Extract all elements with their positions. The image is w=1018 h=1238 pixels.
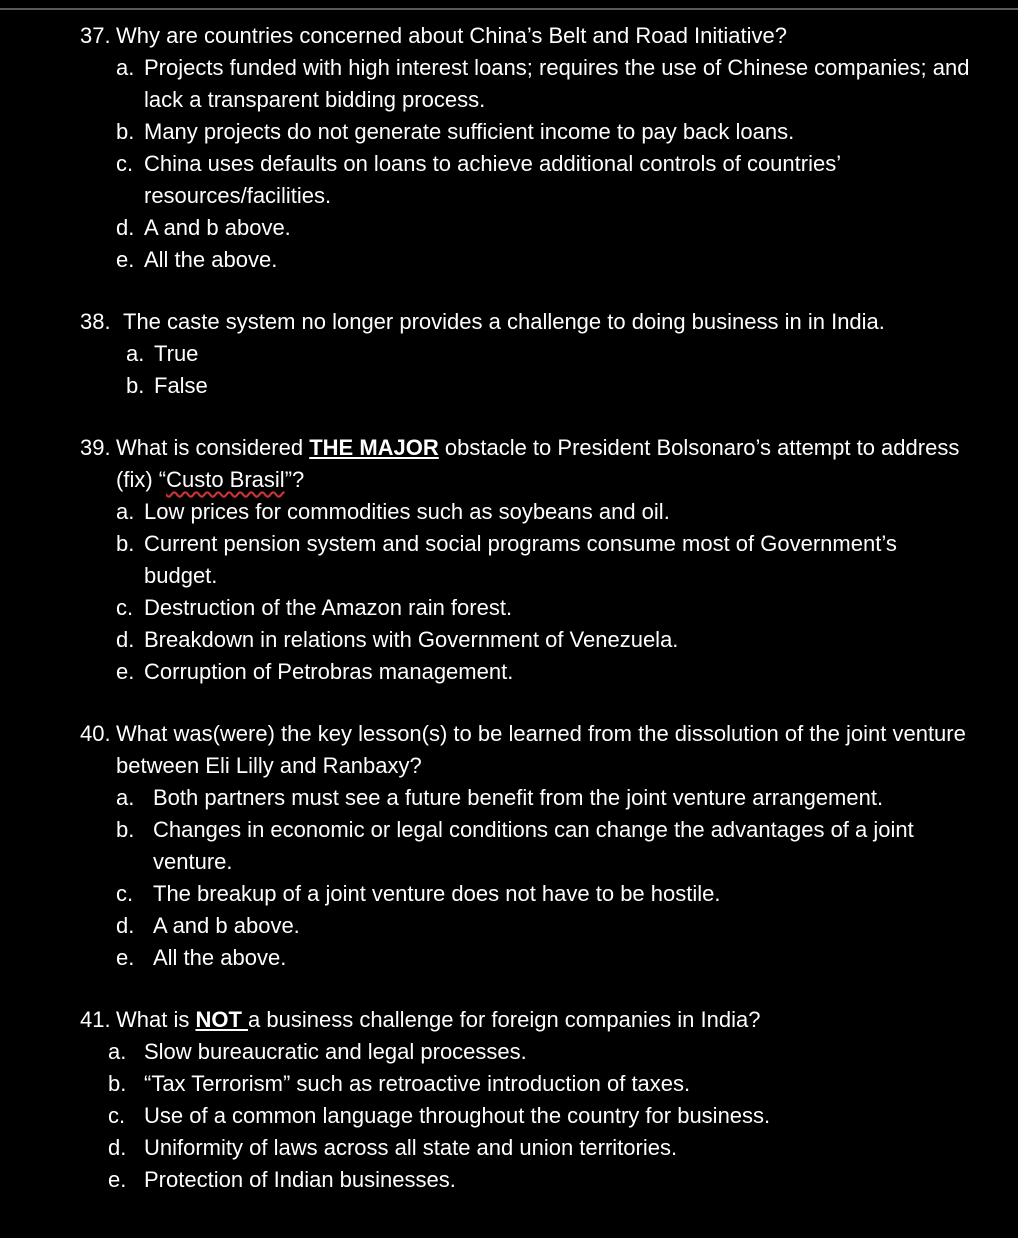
option-d	[116, 910, 1000, 942]
option-b	[116, 814, 996, 878]
prompt-text: ”?	[284, 467, 305, 492]
option-label: d.	[116, 627, 135, 652]
option-a	[116, 52, 1006, 116]
option-b	[116, 528, 976, 592]
question-number: 38.	[80, 309, 111, 334]
option-e	[116, 244, 1000, 276]
option-label: e.	[116, 247, 135, 272]
question-39	[80, 432, 1000, 688]
question-38	[80, 306, 1000, 402]
question-text	[80, 1004, 1000, 1036]
option-text: All the above.	[153, 945, 287, 970]
option-text: China uses defaults on loans to achieve additional controls of countries’ resources/facilities.	[144, 151, 841, 208]
option-c	[116, 878, 1000, 910]
question-37	[80, 20, 1000, 276]
question-41	[80, 1004, 1000, 1196]
option-label: e.	[116, 659, 135, 684]
option-text: Both partners must see a future benefit from the joint venture arrangement.	[153, 785, 884, 810]
question-text	[80, 20, 1000, 52]
question-number: 40.	[80, 721, 111, 746]
option-text: Use of a common language throughout the country for business.	[144, 1103, 771, 1128]
question-prompt: What was(were) the key lesson(s) to be learned from the dissolution of the joint venture between Eli Lilly and Ranbaxy?	[116, 721, 966, 778]
question-prompt: The caste system no longer provides a challenge to doing business in in India.	[123, 309, 885, 334]
option-a	[116, 782, 1000, 814]
option-label: b.	[116, 531, 135, 556]
option-text: Projects funded with high interest loans; requires the use of Chinese companies; and lack a transparent bidding process.	[144, 55, 970, 112]
question-number: 37.	[80, 23, 111, 48]
option-label: b.	[116, 119, 135, 144]
option-text: False	[154, 373, 208, 398]
option-text: Destruction of the Amazon rain forest.	[144, 595, 513, 620]
option-e	[116, 942, 1000, 974]
option-c	[116, 592, 1000, 624]
option-text: Current pension system and social programs consume most of Government’s budget.	[144, 531, 897, 588]
emphasis-text: NOT	[195, 1007, 249, 1032]
option-text: The breakup of a joint venture does not have to be hostile.	[153, 881, 721, 906]
question-text	[80, 718, 970, 782]
option-label: a.	[108, 1039, 127, 1064]
question-40	[80, 718, 1000, 974]
option-text: Slow bureaucratic and legal processes.	[144, 1039, 527, 1064]
question-prompt	[80, 1004, 1000, 1036]
option-text: True	[154, 341, 199, 366]
option-d	[116, 624, 1000, 656]
option-label: b.	[108, 1071, 127, 1096]
option-text: Protection of Indian businesses.	[144, 1167, 456, 1192]
option-text: Many projects do not generate sufficient income to pay back loans.	[144, 119, 795, 144]
emphasis-text: THE MAJOR	[309, 435, 439, 460]
option-text: Low prices for commodities such as soybeans and oil.	[144, 499, 670, 524]
prompt-text: obstacle to President Bolsonaro’s attempt to address (fix) “	[116, 435, 960, 492]
option-text: A and b above.	[144, 215, 291, 240]
option-a	[126, 338, 1000, 370]
option-text: All the above.	[144, 247, 278, 272]
option-a	[108, 1036, 1000, 1068]
option-label: e.	[108, 1167, 127, 1192]
option-label: c.	[116, 881, 134, 906]
question-prompt: Why are countries concerned about China’s Belt and Road Initiative?	[116, 23, 787, 48]
option-text: Breakdown in relations with Government of Venezuela.	[144, 627, 679, 652]
option-b	[126, 370, 1000, 402]
prompt-text: What is considered	[116, 435, 310, 460]
option-label: a.	[116, 55, 135, 80]
option-label: a.	[126, 341, 145, 366]
option-label: d.	[116, 215, 135, 240]
prompt-text: a business challenge for foreign companies in India?	[248, 1007, 761, 1032]
question-number: 41.	[80, 1007, 111, 1032]
top-divider	[0, 8, 1018, 10]
option-e	[108, 1164, 1000, 1196]
option-e	[116, 656, 1000, 688]
prompt-text: What is	[116, 1007, 196, 1032]
option-label: b.	[126, 373, 145, 398]
option-label: a.	[116, 785, 135, 810]
option-text: Corruption of Petrobras management.	[144, 659, 514, 684]
option-text: Uniformity of laws across all state and union territories.	[144, 1135, 678, 1160]
option-label: d.	[116, 913, 135, 938]
option-b	[108, 1068, 1000, 1100]
option-b	[116, 116, 1000, 148]
option-c	[108, 1100, 1000, 1132]
option-d	[116, 212, 1000, 244]
spellcheck-flagged-text: Custo Brasil	[166, 467, 285, 492]
option-label: c.	[116, 595, 134, 620]
option-c	[116, 148, 906, 212]
question-prompt	[80, 432, 960, 496]
option-text: A and b above.	[153, 913, 300, 938]
question-text	[80, 306, 1000, 338]
question-number: 39.	[80, 435, 111, 460]
option-label: c.	[108, 1103, 126, 1128]
option-a	[116, 496, 1000, 528]
question-text	[80, 432, 960, 496]
option-label: b.	[116, 817, 135, 842]
option-text: “Tax Terrorism” such as retroactive introduction of taxes.	[144, 1071, 691, 1096]
option-label: a.	[116, 499, 135, 524]
option-label: c.	[116, 151, 134, 176]
option-text: Changes in economic or legal conditions can change the advantages of a joint venture.	[153, 817, 914, 874]
option-label: e.	[116, 945, 135, 970]
option-label: d.	[108, 1135, 127, 1160]
option-d	[108, 1132, 1000, 1164]
